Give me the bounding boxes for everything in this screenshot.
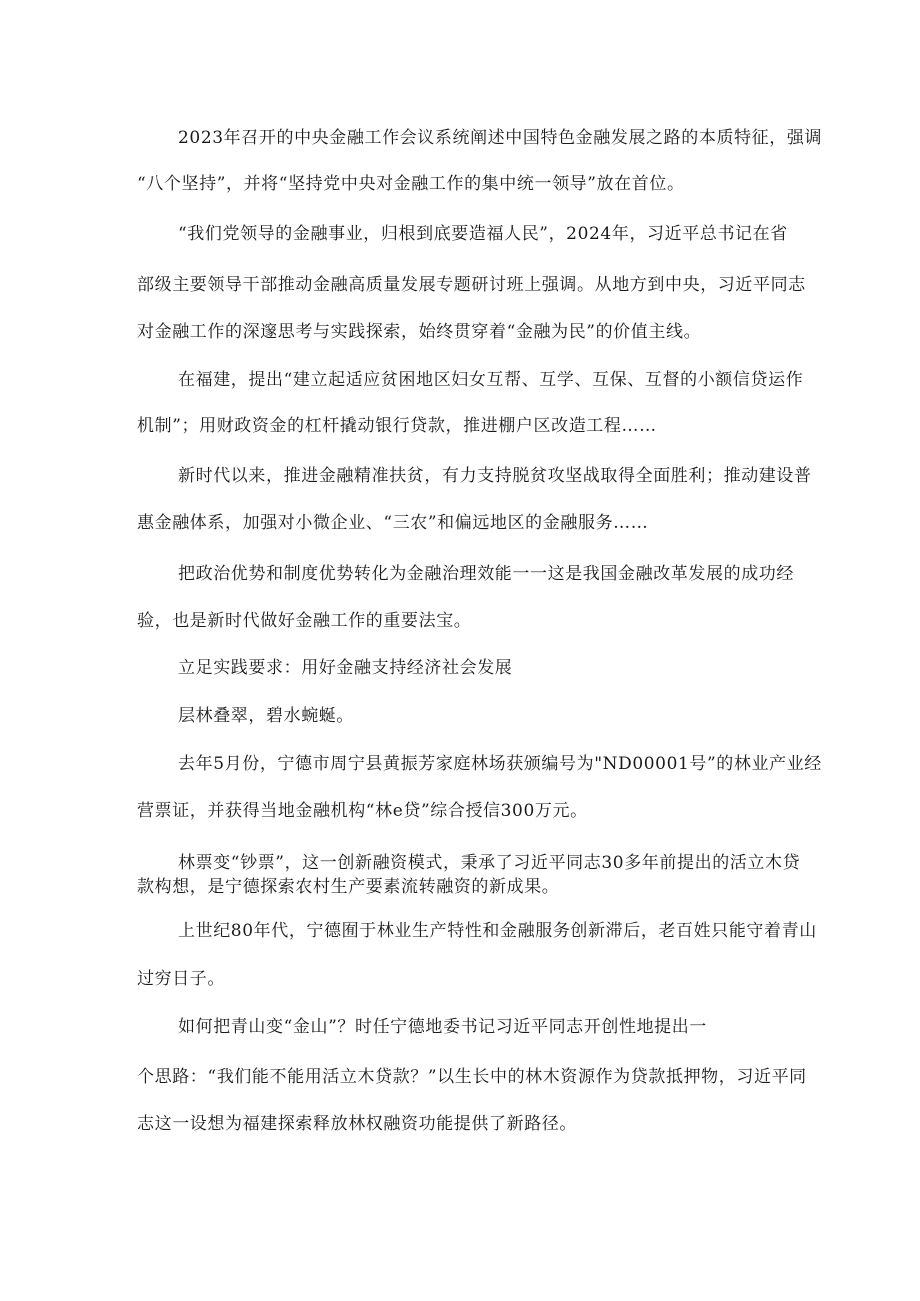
text-line-7: 机制”；用财政资金的杠杆撬动银行贷款，推进棚户区改造工程…… [137, 416, 657, 436]
text-line-16: 林票变“钞票”，这一创新融资模式，秉承了习近平同志30多年前提出的活立木贷 [178, 853, 801, 873]
text-line-20: 如何把青山变“金山”？时任宁德地委书记习近平同志开创性地提出一 [178, 1017, 707, 1037]
text-line-17: 款构想，是宁德探索农村生产要素流转融资的新成果。 [137, 877, 560, 897]
text-line-5: 对金融工作的深邃思考与实践探索，始终贯穿着“金融为民”的价值主线。 [137, 322, 702, 342]
text-line-22: 志这一设想为福建探索释放林权融资功能提供了新路径。 [137, 1114, 577, 1134]
text-line-15: 营票证，并获得当地金融机构“林e贷”综合授信300万元。 [137, 801, 588, 821]
text-line-9: 惠金融体系，加强对小微企业、“三农”和偏远地区的金融服务…… [137, 513, 649, 533]
text-line-14: 去年5月份，宁德市周宁县黄振芳家庭林场获颁编号为"ND00001号”的林业产业经 [178, 754, 822, 774]
text-line-2: “八个坚持”，并将“坚持党中央对金融工作的集中统一领导”放在首位。 [137, 174, 685, 194]
text-line-10: 把政治优势和制度优势转化为金融治理效能一一这是我国金融改革发展的成功经 [178, 564, 794, 584]
text-line-4: 部级主要领导干部推动金融高质量发展专题研讨班上强调。从地方到中央，习近平同志 [137, 275, 806, 295]
text-line-12: 立足实践要求：用好金融支持经济社会发展 [178, 658, 513, 678]
text-line-1: 2023年召开的中央金融工作会议系统阐述中国特色金融发展之路的本质特征，强调 [178, 128, 823, 148]
text-line-18: 上世纪80年代，宁德囿于林业生产特性和金融服务创新滞后，老百姓只能守着青山 [178, 921, 817, 941]
text-line-3: “我们党领导的金融事业，归根到底要造福人民”，2024年，习近平总书记在省 [178, 224, 788, 244]
text-line-6: 在福建，提出“建立起适应贫困地区妇女互帮、互学、互保、互督的小额信贷运作 [178, 370, 804, 390]
text-line-19: 过穷日子。 [137, 969, 225, 989]
text-line-21: 个思路：“我们能不能用活立木贷款？”以生长中的林木资源作为贷款抵押物，习近平同 [137, 1067, 807, 1087]
text-line-11: 验，也是新时代做好金融工作的重要法宝。 [137, 611, 472, 631]
text-line-13: 层林叠翠，碧水蜿蜒。 [178, 706, 354, 726]
text-line-8: 新时代以来，推进金融精准扶贫，有力支持脱贫攻坚战取得全面胜利；推动建设普 [178, 466, 812, 486]
